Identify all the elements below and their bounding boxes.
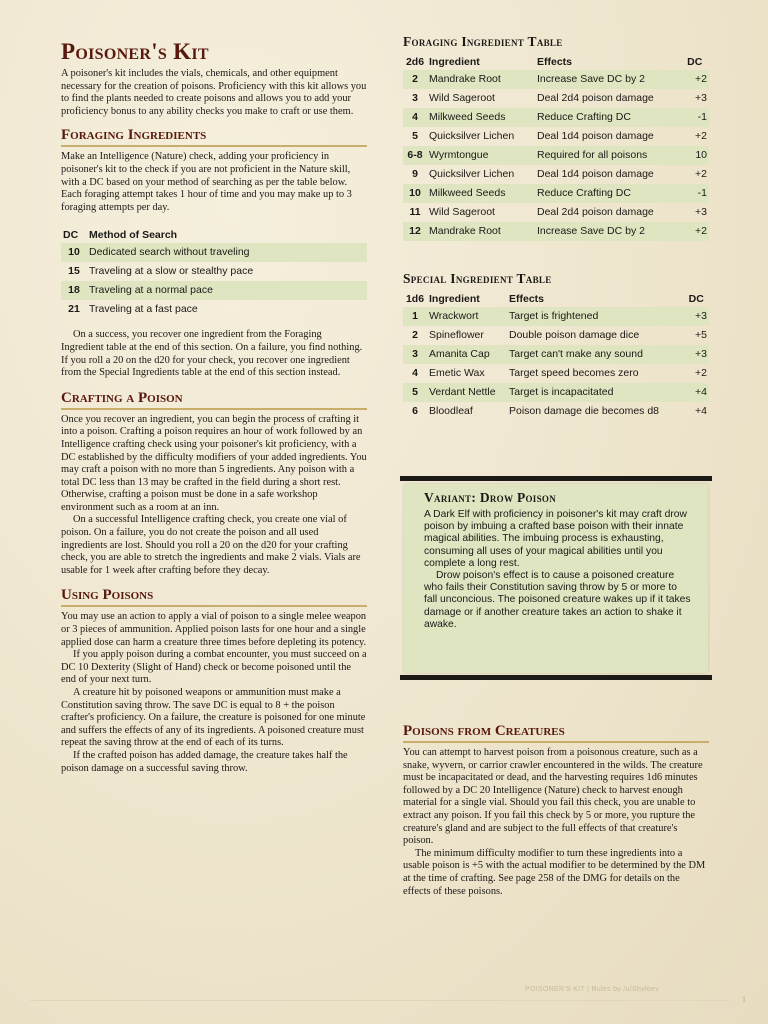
special-ingredient-section [403,271,709,421]
search-method: Traveling at a slow or stealthy pace [89,265,254,278]
page-footer: POISONER'S KIT | Rules by /u/Shyloev [525,986,660,993]
crafting-paragraph-1: Once you recover an ingredient, you can begin the process of crafting it into a poison. Crafting a poison requires an hour of work followed by an Intelligence crafting check using your poisoner's kit proficiency, with a DC established by the difficulty modifiers of your added ingredients. You may craft a poison with no more than 5 ingredients. Any poison with a total DC less than 13 may be crafted in the field during a short rest. Otherwise, crafting a poison must be done in a safe workshop environment such as a room at an inn. [61,413,367,513]
roll-cell: 5 [403,383,427,402]
roll-cell: 1 [403,307,427,326]
roll-cell: 5 [412,130,418,142]
table-row [403,70,709,89]
special-header-roll: 1d6 [405,292,425,305]
dc-cell: -1 [685,184,709,203]
ingredient-cell: Wild Sageroot [429,92,495,104]
ingredient-cell: Mandrake Root [427,222,535,241]
roll-cell: 11 [409,206,421,218]
roll-cell: 3 [412,92,418,104]
table-row [403,89,709,108]
crafting-paragraph-2: On a successful Intelligence crafting check, you create one vial of poison. On a failure, you do not create the poison and all used ingredients are lost. Should you roll a 20 on the d20 for your crafting check, you are able to stretch the ingredients and make 2 vials. Vials are usable for 1 week after crafting before they decay. [61,514,361,576]
dc-cell: +2 [695,168,707,180]
table-row [403,402,709,421]
foraging-result-paragraph: On a success, you recover one ingredient from the Foraging Ingredient table at the end of this section. On a failure, you find nothing. If you roll a 20 on the d20 for your check, you recover one ingredient from the Special Ingredients table at the end of this section instead. [61,329,363,379]
search-table-header-method: Method of Search [89,228,178,241]
roll-cell: 10 [403,184,427,203]
table-row [403,108,709,127]
dc-cell: +2 [685,222,709,241]
ingredient-cell: Wild Sageroot [429,206,495,218]
dc-cell: +4 [687,383,709,402]
ingredient-cell: Verdant Nettle [427,383,507,402]
foraging-header-effects: Effects [537,55,573,68]
dc-cell: -1 [685,108,709,127]
table-row [403,165,709,184]
search-method: Traveling at a fast pace [89,303,198,316]
page-title: Poisoner's Kit [61,39,209,64]
variant-heading: Variant: Drow Poison [424,490,557,505]
crafting-heading: Crafting a Poison [61,389,367,410]
ingredient-cell: Quicksilver Lichen [429,168,515,180]
left-column [61,38,367,775]
search-dc: 10 [61,243,87,262]
effect-cell: Deal 2d4 poison damage [537,206,654,218]
page-number: 1 [742,995,746,1004]
foraging-table-title: Foraging Ingredient Table [403,34,563,49]
special-header-effects: Effects [509,292,545,305]
roll-cell: 6-8 [403,146,427,165]
footer-divider [30,1000,730,1001]
creatures-paragraph-2: The minimum difficulty modifier to turn these ingredients into a usable poison is +5 with the actual modifier to be determined by the DM at the time of crafting. See page 258 of the DMG for details on the effects of these poisons. [403,847,706,897]
special-header-ingredient: Ingredient [429,292,480,305]
table-row [403,383,709,402]
roll-cell: 2 [403,70,427,89]
using-heading: Using Poisons [61,586,367,607]
table-row [61,281,367,300]
table-row [403,326,709,345]
table-row [403,127,709,146]
special-header-dc: DC [688,292,704,305]
search-dc: 18 [61,281,87,300]
effect-cell: Required for all poisons [535,146,685,165]
search-method: Dedicated search without traveling [87,243,367,262]
creatures-heading: Poisons from Creatures [403,722,709,743]
table-row [403,307,709,326]
special-table-title: Special Ingredient Table [403,271,552,286]
search-table-header-dc: DC [63,228,79,241]
intro-paragraph: A poisoner's kit includes the vials, chemicals, and other equipment necessary for the creation of poisons. Proficiency with this kit allows you to find the plants needed to create poisons and allows you to add your proficiency bonus to any ability checks you make to craft or use them. [61,68,367,117]
special-ingredient-table [403,290,709,421]
ingredient-cell: Mandrake Root [427,70,535,89]
dc-cell: +3 [695,92,707,104]
search-dc: 15 [68,265,80,278]
effect-cell: Target speed becomes zero [509,367,639,379]
table-row [61,262,367,281]
ingredient-cell: Milkweed Seeds [427,108,535,127]
effect-cell: Reduce Crafting DC [535,108,685,127]
search-method: Traveling at a normal pace [87,281,367,300]
roll-cell: 9 [412,168,418,180]
foraging-ingredient-section [403,34,709,241]
dc-cell: +3 [687,307,709,326]
using-paragraph-3: A creature hit by poisoned weapons or ammunition must make a Constitution saving throw. The save DC is equal to 8 + the poison crafter's proficiency. On a failure, the creature is poisoned for one minute and suffers the effects of any of its ingredients. A poisoned creature must repeat the saving throw at the end of each of its turns. [61,687,366,749]
sidebar-top-bar [400,476,712,481]
table-row [403,184,709,203]
effect-cell: Target is frightened [507,307,687,326]
table-row [403,222,709,241]
effect-cell: Reduce Crafting DC [535,184,685,203]
table-row [403,364,709,383]
foraging-header-ingredient: Ingredient [429,55,480,68]
dc-cell: +2 [695,367,707,379]
foraging-header-roll: 2d6 [405,55,425,68]
roll-cell: 12 [403,222,427,241]
ingredient-cell: Wyrmtongue [427,146,535,165]
dc-cell: +2 [685,70,709,89]
sidebar-bottom-bar [400,675,712,680]
variant-sidebar [404,484,708,673]
ingredient-cell: Emetic Wax [429,367,485,379]
ingredient-cell: Quicksilver Lichen [429,130,515,142]
table-row [403,345,709,364]
effect-cell: Increase Save DC by 2 [535,70,685,89]
search-method-table [61,226,367,319]
ingredient-cell: Amanita Cap [427,345,507,364]
table-row [403,203,709,222]
variant-paragraph-1: A Dark Elf with proficiency in poisoner's kit may craft drow poison by imbuing a crafted base poison with their innate magical abilities. The imbuing process is exhausting, consuming all uses of your magical abilities until you complete a long rest. [424,509,687,569]
creatures-paragraph-1: You can attempt to harvest poison from a poisonous creature, such as a snake, wyvern, or carrior crawler encountered in the wilds. The creature must be incapacitated or dead, and the harvesting requires 1d6 minutes followed by a DC 20 Intelligence (Nature) check to harvest enough material for a single vial. Should you fail this check, you are unable to extract any poison. If you fail this check by 5 or more, you rupture the creature's gland and are subject to the full effects of that creature's poison. [403,747,703,847]
effect-cell: Deal 2d4 poison damage [537,92,654,104]
table-row [403,146,709,165]
using-paragraph-1: You may use an action to apply a vial of poison to a single melee weapon or 3 pieces of ammunition. Applied poison lasts for one hour and a single applied dose can harm a creature three times before depleting its potency. [61,611,367,648]
dc-cell: +3 [695,206,707,218]
foraging-paragraph: Make an Intelligence (Nature) check, adding your proficiency in poisoner's kit to the check if you are not proficient in the Nature skill, with a DC based on your method of searching as per the table below. Each foraging attempt takes 1 hour of time and you may make up to 3 foraging attempts per day. [61,151,352,213]
dc-cell: +2 [695,130,707,142]
dc-cell: 10 [685,146,709,165]
search-dc: 21 [68,303,80,316]
creatures-section [403,722,709,898]
variant-paragraph-2: Drow poison's effect is to cause a poisoned creature who fails their Constitution saving throw by 5 or more to fall unconcious. The poisoned creature wakes up if it takes damage or if another creature takes an action to shake it awake. [424,570,691,630]
ingredient-cell: Milkweed Seeds [427,184,535,203]
using-paragraph-4: If the crafted poison has added damage, the creature takes half the poison damage on a successful saving throw. [61,749,348,774]
dc-cell: +3 [687,345,709,364]
effect-cell: Deal 1d4 poison damage [537,130,654,142]
roll-cell: 4 [403,108,427,127]
table-row [61,243,367,262]
ingredient-cell: Wrackwort [427,307,507,326]
ingredient-cell: Spineflower [429,329,484,341]
effect-cell: Deal 1d4 poison damage [537,168,654,180]
foraging-heading: Foraging Ingredients [61,126,367,147]
effect-cell: Target can't make any sound [507,345,687,364]
foraging-ingredient-table [403,53,709,241]
foraging-header-dc: DC [687,55,703,68]
effect-cell: Target is incapacitated [507,383,687,402]
roll-cell: 3 [403,345,427,364]
table-row [61,300,367,319]
effect-cell: Poison damage die becomes d8 [509,405,660,417]
roll-cell: 2 [412,329,418,341]
effect-cell: Double poison damage dice [509,329,640,341]
roll-cell: 6 [412,405,418,417]
using-paragraph-2: If you apply poison during a combat encounter, you must succeed on a DC 10 Dexterity (Slight of Hand) check or become poisoned until the end of your next turn. [61,649,367,686]
ingredient-cell: Bloodleaf [429,405,473,417]
dc-cell: +5 [695,329,707,341]
roll-cell: 4 [412,367,418,379]
dc-cell: +4 [695,405,707,417]
effect-cell: Increase Save DC by 2 [535,222,685,241]
